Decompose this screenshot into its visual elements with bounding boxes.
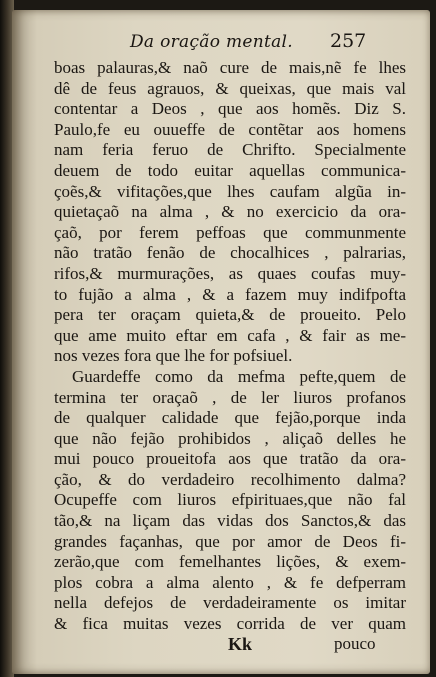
text-line: plos cobra a alma alento , & fe defperram bbox=[54, 572, 406, 592]
text-line: pera ter oraçam quieta,& de proueito. Pelo bbox=[54, 305, 406, 325]
body-text bbox=[54, 58, 406, 635]
text-line: ção, & do verdadeiro recolhimento dalma? bbox=[54, 469, 406, 489]
text-line: çoẽs,& vifitações,que lhes caufam algũa in- bbox=[54, 181, 406, 201]
text-line: nam feria feruo de Chrifto. Specialmente bbox=[54, 140, 406, 160]
book-page bbox=[12, 10, 430, 674]
text-line: tão,& na liçam das vidas dos Sanctos,& das bbox=[54, 511, 406, 531]
paragraph-start-line: Guardeffe como da mefma pefte,quem de bbox=[72, 366, 406, 386]
page-footer bbox=[12, 634, 430, 660]
text-line: boas palauras,& naõ cure de mais,nẽ fe lhes bbox=[54, 58, 406, 77]
page-number: 257 bbox=[330, 30, 367, 52]
text-line: não tratão fenão de chocalhices , palrarias, bbox=[54, 243, 406, 263]
text-line: termina ter oraçaõ , de ler liuros profanos bbox=[54, 387, 406, 407]
text-line: contentar a Deos , que aos homẽs. Diz S. bbox=[54, 99, 406, 119]
text-line: que não fejão prohibidos , aliçaõ delles he bbox=[54, 428, 406, 448]
text-line: deuem de todo euitar aquellas communica- bbox=[54, 160, 406, 180]
text-line: que ame muito eftar em cafa , & fair as me- bbox=[54, 325, 406, 345]
catchword: pouco bbox=[334, 634, 376, 653]
text-line: & fica muitas vezes corrida de ver quam bbox=[54, 614, 406, 634]
running-head: Da oração mental. bbox=[130, 32, 293, 52]
text-line: Ocupeffe com liuros efpirituaes,que não fal bbox=[54, 490, 406, 510]
text-line: Paulo,fe eu ouueffe de contẽtar aos homens bbox=[54, 119, 406, 139]
signature-mark: Kk bbox=[228, 634, 253, 654]
text-line: de qualquer calidade que fejão,porque inda bbox=[54, 408, 406, 428]
text-line: quietaçaõ na alma , & no exercicio da ora- bbox=[54, 202, 406, 222]
text-line: rifos,& murmurações, as quaes coufas muy- bbox=[54, 263, 406, 283]
page-header bbox=[12, 32, 430, 58]
text-line: to fujão a alma , & a fazem muy indifpofta bbox=[54, 284, 406, 304]
text-line: dê de feus agrauos, & queixas, que mais val bbox=[54, 78, 406, 98]
text-line: grandes façanhas, que por amor de Deos fi- bbox=[54, 531, 406, 551]
text-line: çaõ, por ferem peffoas que communmente bbox=[54, 222, 406, 242]
text-line: mui pouco proueitofa aos que tratão da ora- bbox=[54, 449, 406, 469]
text-line: nella defejos de verdadeiramente os imitar bbox=[54, 593, 406, 613]
text-line: zerão,que com femelhantes lições, & exem- bbox=[54, 552, 406, 572]
paragraph-end-line: nos vezes fora que lhe for pofsiuel. bbox=[54, 346, 293, 366]
